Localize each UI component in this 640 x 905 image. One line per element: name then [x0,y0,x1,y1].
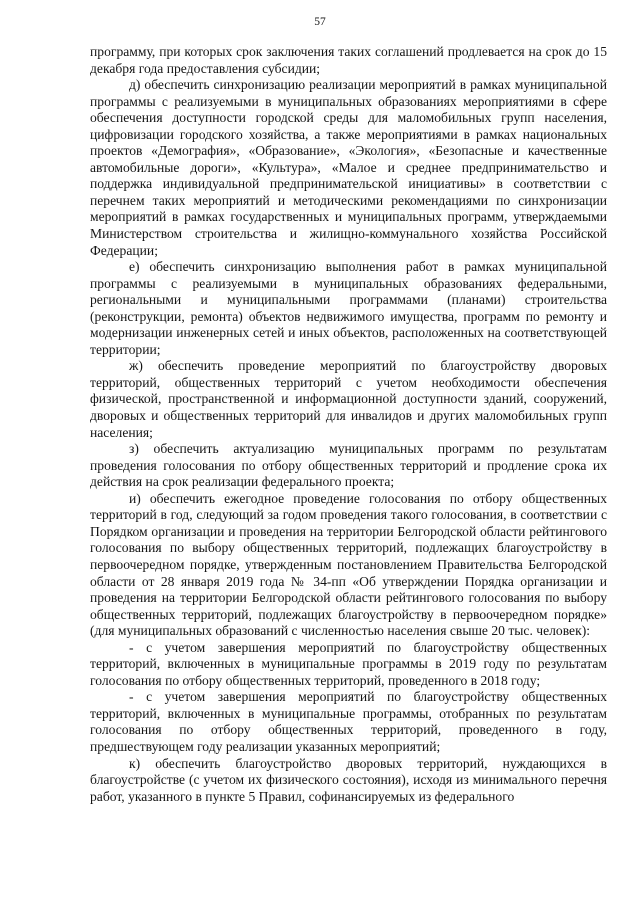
paragraph-z: з) обеспечить актуализацию муниципальных программ по результатам проведения голосования по отбору общественных территорий и продление срока их действия на срок реализации федерального проекта; [90,441,607,490]
paragraph-i-bullet-2: - с учетом завершения мероприятий по благоустройству общественных территорий, включенных в муниципальные программы, отобранных по результатам голосования по отбору общественных территорий, проведенного в году, предшествующем году реализации указанных мероприятий; [90,689,607,754]
paragraph-i-bullet-1: - с учетом завершения мероприятий по благоустройству общественных территорий, включенных в муниципальные программы в 2019 году по результатам голосования по отбору общественных территорий, проведенного в 2018 году; [90,639,607,688]
paragraph-continuation: программу, при которых срок заключения таких соглашений продлевается на срок до 15 декабря года предоставления субсидии; [90,44,607,76]
paragraph-e: е) обеспечить синхронизацию выполнения работ в рамках муниципальной программы с реализуемыми в муниципальных образованиях федеральными, региональными и муниципальными программами (планами) строительства (реконструкции, ремонта) объектов недвижимого имущества, программ по ремонту и модернизации инженерных сетей и иных объектов, расположенных на соответствующей территории; [90,259,607,357]
paragraph-d: д) обеспечить синхронизацию реализации мероприятий в рамках муниципальной программы с реализуемыми в муниципальных образованиях мероприятиями в сфере обеспечения доступности городской среды для маломобильных групп населения, цифровизации городского хозяйства, а также мероприятиями в рамках национальных проектов «Демография», «Образование», «Экология», «Безопасные и качественные автомобильные дороги», «Культура», «Малое и среднее предпринимательство и поддержка индивидуальной предпринимательской инициативы» в соответствии с перечнем таких мероприятий и методическими рекомендациями по синхронизации мероприятий в рамках государственных и муниципальных программ, утверждаемыми Министерством строительства и жилищно-коммунального хозяйства Российской Федерации; [90,77,607,258]
paragraph-i: и) обеспечить ежегодное проведение голосования по отбору общественных территорий в год, следующий за годом проведения такого голосования, в соответствии с Порядком организации и проведения на территории Белгородской области рейтингового голосования по выбору общественных территорий, подлежащих благоустройству в первоочередном порядке, утвержденным постановлением Правительства Белгородской области от 28 января 2019 года № 34-пп «Об утверждении Порядка организации и проведения на территории Белгородской области рейтингового голосования по выбору общественных территорий, подлежащих благоустройству в первоочередном порядке» (для муниципальных образований с численностью населения свыше 20 тыс. человек): [90,490,607,639]
paragraph-k: к) обеспечить благоустройство дворовых территорий, нуждающихся в благоустройстве (с учетом их физического состояния), исходя из минимального перечня работ, указанного в пункте 5 Правил, софинансируемых из федерального [90,755,607,804]
page-number: 57 [314,16,326,28]
document-body [90,44,607,805]
paragraph-zh: ж) обеспечить проведение мероприятий по благоустройству дворовых территорий, общественных территорий с учетом необходимости обеспечения физической, пространственной и информационной доступности зданий, сооружений, дворовых и общественных территорий для инвалидов и других маломобильных групп населения; [90,358,607,440]
